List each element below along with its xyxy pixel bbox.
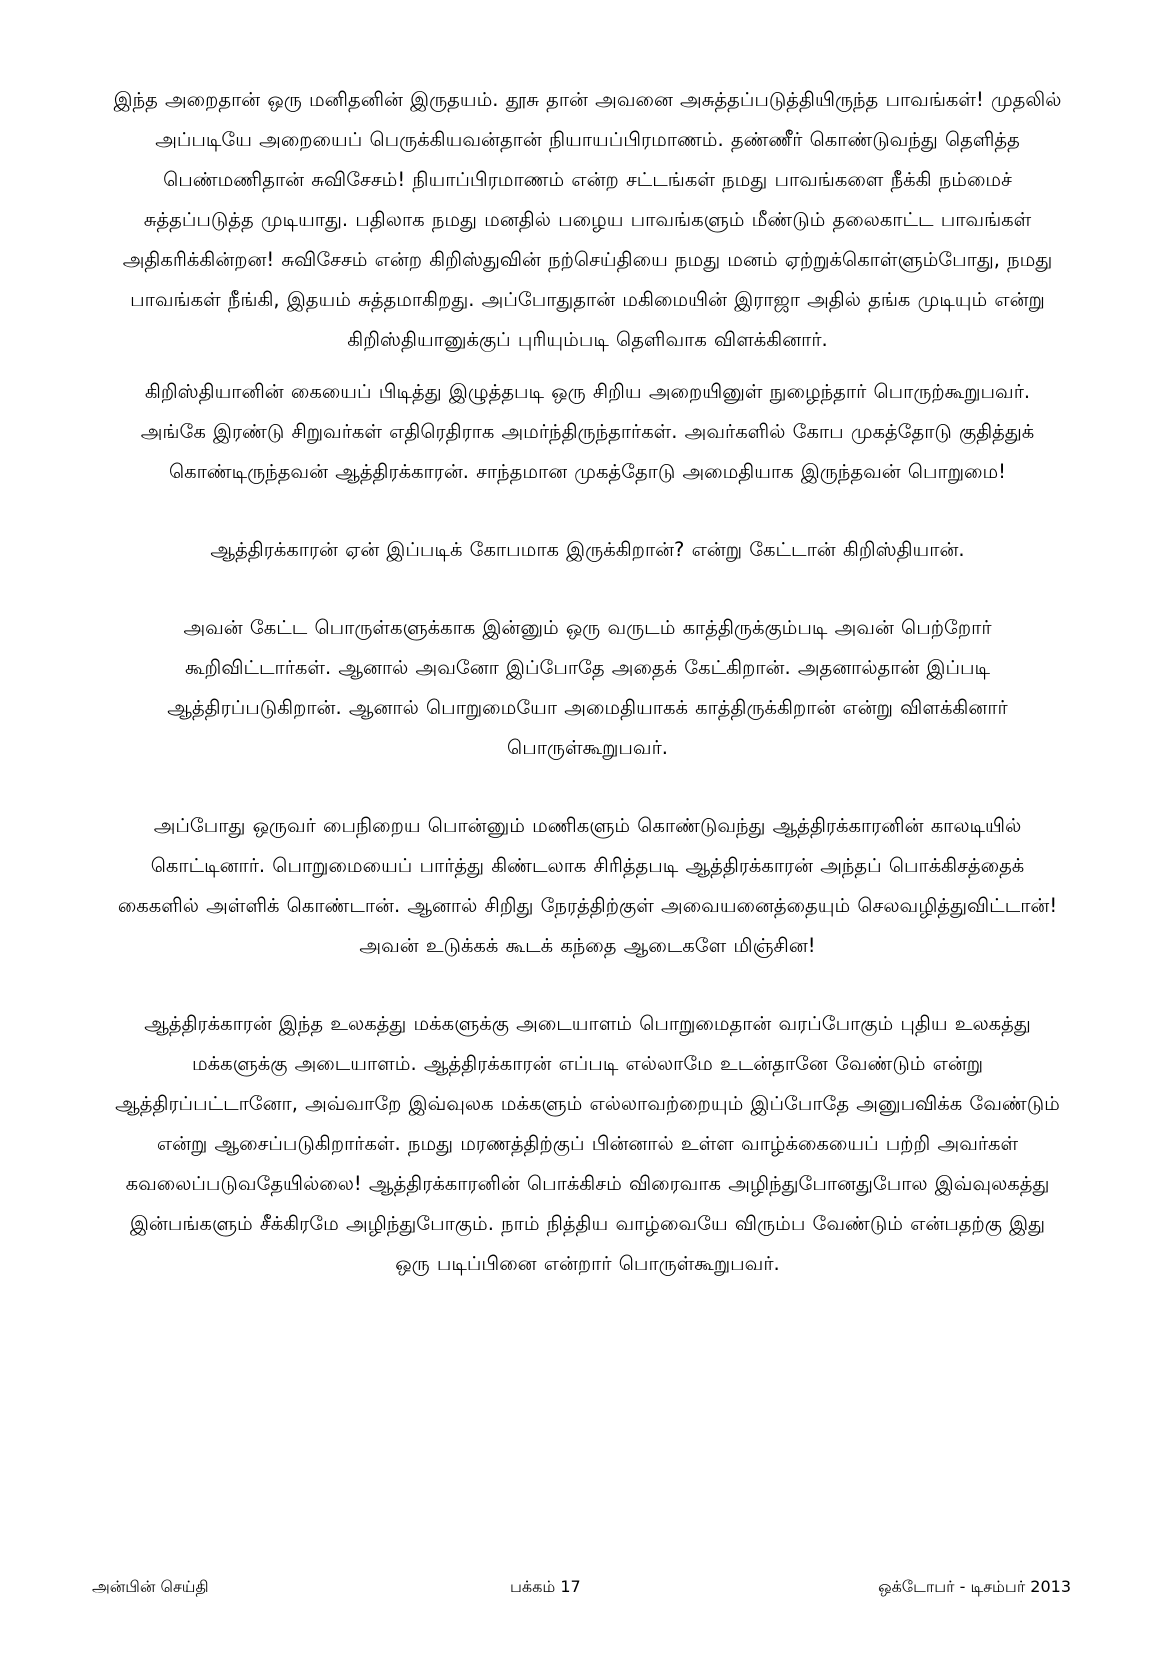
footer-page-number: பக்கம் 17 [510,1577,581,1596]
paragraph-5: அப்போது ஒருவர் பைநிறைய பொன்னும் மணிகளும் கொண்டுவந்து ஆத்திரக்காரனின் காலடியில் கொட்டினார். பொறுமையைப் பார்த்து கிண்டலாக சிரித்தபடி ஆத்திரக்காரன் அந்தப் பொக்கிசத்தைக் கைகளில் அள்ளிக் கொண்டான். ஆனால் சிறிது நேரத்திற்குள் அவையனைத்தையும் செலவழித்துவிட்டான்! அவன் உடுக்கக் கூடக் கந்தை ஆடைகளே மிஞ்சின! [117,814,1058,957]
footer-magazine-title: அன்பின் செய்தி [92,1577,209,1596]
paragraph-spacer [110,966,1065,1004]
paragraph-2: கிறிஸ்தியானின் கையைப் பிடித்து இழுத்தபடி ஒரு சிறிய அறையினுள் நுழைந்தார் பொருற்கூறுபவர். அங்கே இரண்டு சிறுவர்கள் எதிரெதிராக அமர்ந்திருந்தார்கள். அவர்களில் கோப முகத்தோடு குதித்துக் கொண்டிருந்தவன் ஆத்திரக்காரன். சாந்தமான முகத்தோடு அமைதியாக இருந்தவன் பொறுமை! [140,380,1035,483]
page-footer [0,1572,1167,1602]
paragraph-spacer [110,570,1065,608]
paragraph-4: அவன் கேட்ட பொருள்களுக்காக இன்னும் ஒரு வருடம் காத்திருக்கும்படி அவன் பெற்றோர் கூறிவிட்டார்கள். ஆனால் அவனோ இப்போதே அதைக் கேட்கிறான். அதனால்தான் இப்படி ஆத்திரப்படுகிறான். ஆனால் பொறுமையோ அமைதியாகக் காத்திருக்கிறான் என்று விளக்கினார் பொருள்கூறுபவர். [167,616,1008,759]
footer-issue-date: ஒக்டோபர் - டிசம்பர் 2013 [878,1577,1071,1596]
paragraph-6: ஆத்திரக்காரன் இந்த உலகத்து மக்களுக்கு அடையாளம் பொறுமைதான் வரப்போகும் புதிய உலகத்து மக்களுக்கு அடையாளம். ஆத்திரக்காரன் எப்படி எல்லாமே உடன்தானே வேண்டும் என்று ஆத்திரப்பட்டானோ, அவ்வாறே இவ்வுலக மக்களும் எல்லாவற்றையும் இப்போதே அனுபவிக்க வேண்டும் என்று ஆசைப்படுகிறார்கள். நமது மரணத்திற்குப் பின்னால் உள்ள வாழ்க்கையைப் பற்றி அவர்கள் கவலைப்படுவதேயில்லை! ஆத்திரக்காரனின் பொக்கிசம் விரைவாக அழிந்துபோனதுபோல இவ்வுலகத்து இன்பங்களும் சீக்கிரமே அழிந்துபோகும். நாம் நித்திய வாழ்வையே விரும்ப வேண்டும் என்பதற்கு இது ஒரு படிப்பினை என்றார் பொருள்கூறுபவர். [115,1012,1060,1275]
paragraph-spacer [110,768,1065,806]
paragraph-3: ஆத்திரக்காரன் ஏன் இப்படிக் கோபமாக இருக்கிறான்? என்று கேட்டான் கிறிஸ்தியான். [210,538,965,561]
article-body [110,80,1065,1284]
paragraph-spacer [110,492,1065,530]
paragraph-1: இந்த அறைதான் ஒரு மனிதனின் இருதயம். தூசு தான் அவனை அசுத்தப்படுத்தியிருந்த பாவங்கள்! முதலில் அப்படியே அறையைப் பெருக்கியவன்தான் நியாயப்பிரமாணம். தண்ணீர் கொண்டுவந்து தெளித்த பெண்மணிதான் சுவிசேசம்! நியாப்பிரமாணம் என்ற சட்டங்கள் நமது பாவங்களை நீக்கி நம்மைச் சுத்தப்படுத்த முடியாது. பதிலாக நமது மனதில் பழைய பாவங்களும் மீண்டும் தலைகாட்ட பாவங்கள் அதிகரிக்கின்றன! சுவிசேசம் என்ற கிறிஸ்துவின் நற்செய்தியை நமது மனம் ஏற்றுக்கொள்ளும்போது, நமது பாவங்கள் நீங்கி, இதயம் சுத்தமாகிறது. அப்போதுதான் மகிமையின் இராஜா அதில் தங்க முடியும் என்று கிறிஸ்தியானுக்குப் புரியும்படி தெளிவாக விளக்கினார். [113,88,1062,351]
paragraph-spacer [110,360,1065,372]
